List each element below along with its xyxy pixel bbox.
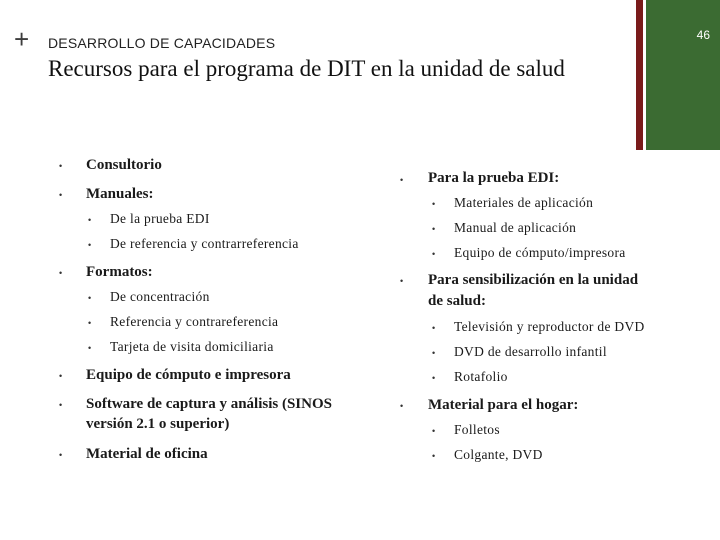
item-software-line1: Software de captura y análisis (SINOS bbox=[86, 396, 332, 412]
bullet-icon: • bbox=[88, 293, 92, 303]
bullet-icon: • bbox=[59, 400, 63, 410]
bullet-icon: • bbox=[88, 318, 92, 328]
bullet-icon: • bbox=[88, 343, 92, 353]
bullet-icon: • bbox=[432, 224, 436, 234]
bullet-icon: • bbox=[432, 348, 436, 358]
formato-item: De concentración bbox=[110, 289, 210, 304]
item-sensibilizacion-line2: de salud: bbox=[428, 293, 486, 309]
bullet-icon: • bbox=[59, 268, 63, 278]
bullet-icon: • bbox=[59, 371, 63, 381]
edi-item: Equipo de cómputo/impresora bbox=[454, 245, 626, 260]
plus-mark: + bbox=[14, 24, 30, 54]
formato-item: Referencia y contrareferencia bbox=[110, 314, 279, 329]
edi-item: Manual de aplicación bbox=[454, 220, 577, 235]
bullet-icon: • bbox=[59, 190, 63, 200]
manual-item: De referencia y contrarreferencia bbox=[110, 236, 299, 251]
section-label: DESARROLLO DE CAPACIDADES bbox=[48, 35, 276, 51]
bullet-icon: • bbox=[88, 215, 92, 225]
item-software-line2: versión 2.1 o superior) bbox=[86, 416, 230, 432]
item-manuales: Manuales: bbox=[86, 186, 154, 202]
bullet-icon: • bbox=[59, 161, 63, 171]
bullet-icon: • bbox=[432, 199, 436, 209]
slide-title: Recursos para el programa de DIT en la unidad de salud bbox=[48, 56, 565, 81]
edi-item: Materiales de aplicación bbox=[454, 195, 594, 210]
slide-number: 46 bbox=[696, 28, 710, 42]
sens-item: Televisión y reproductor de DVD bbox=[454, 319, 645, 334]
accent-bar-red bbox=[636, 0, 643, 150]
bullet-icon: • bbox=[400, 175, 404, 185]
bullet-icon: • bbox=[400, 401, 404, 411]
bullet-icon: • bbox=[432, 451, 436, 461]
bullet-icon: • bbox=[59, 450, 63, 460]
item-equipo: Equipo de cómputo e impresora bbox=[86, 367, 291, 383]
sens-item: Rotafolio bbox=[454, 369, 508, 384]
manual-item: De la prueba EDI bbox=[110, 211, 210, 226]
item-edi: Para la prueba EDI: bbox=[428, 170, 560, 186]
bullet-icon: • bbox=[432, 323, 436, 333]
bullet-icon: • bbox=[432, 373, 436, 383]
item-material-hogar: Material para el hogar: bbox=[428, 397, 579, 413]
sens-item: DVD de desarrollo infantil bbox=[454, 344, 607, 359]
hogar-item: Colgante, DVD bbox=[454, 447, 543, 462]
formato-item: Tarjeta de visita domiciliaria bbox=[110, 339, 274, 354]
bullet-icon: • bbox=[432, 249, 436, 259]
bullet-icon: • bbox=[432, 426, 436, 436]
item-sensibilizacion-line1: Para sensibilización en la unidad bbox=[428, 272, 639, 288]
hogar-item: Folletos bbox=[454, 422, 500, 437]
item-formatos: Formatos: bbox=[86, 264, 153, 280]
bullet-icon: • bbox=[88, 240, 92, 250]
item-material-oficina: Material de oficina bbox=[86, 446, 208, 462]
item-consultorio: Consultorio bbox=[86, 157, 162, 173]
bullet-icon: • bbox=[400, 276, 404, 286]
accent-bar-green bbox=[646, 0, 720, 150]
